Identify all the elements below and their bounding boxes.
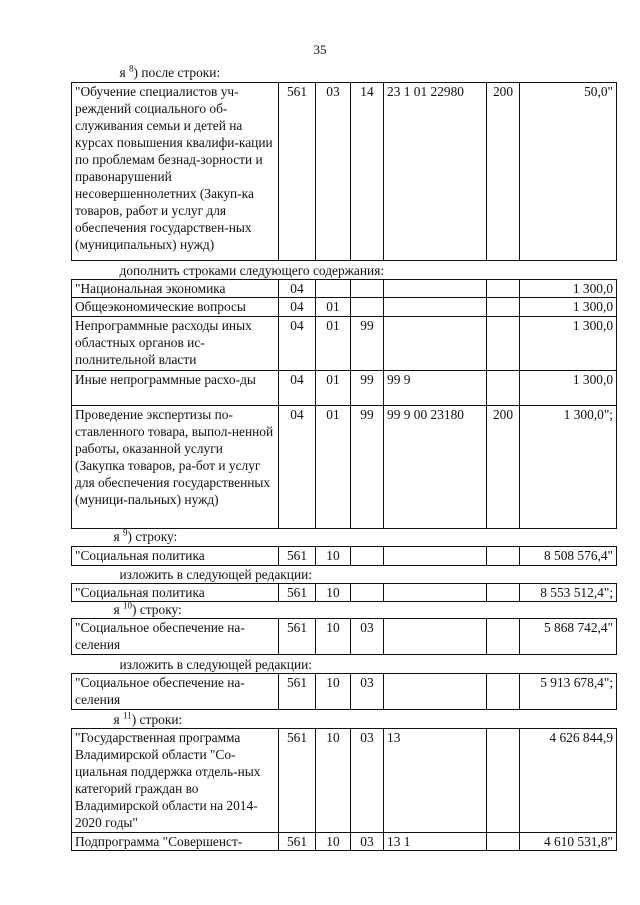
cell-subsection-code: 03 — [351, 674, 384, 710]
cell-subsection-code: 99 — [351, 317, 384, 371]
cell-amount: 4 610 531,8" — [520, 833, 617, 851]
table-row — [72, 371, 617, 406]
cell-section-code: 10 — [316, 619, 351, 655]
row-name: Иные непрограммные расхо-ды — [72, 371, 279, 406]
cell-ministry-code: 04 — [279, 317, 316, 371]
cell-amount: 1 300,0 — [520, 280, 617, 298]
cell-subsection-code — [351, 298, 384, 317]
instruction-text: ) строку: — [132, 602, 182, 617]
cell-expense-type — [487, 298, 520, 317]
cell-target-article: 99 9 00 23180 — [384, 406, 487, 529]
cell-expense-type — [487, 833, 520, 851]
instruction-text: ) после строки: — [133, 65, 221, 80]
instruction-prefix: я — [113, 529, 120, 544]
cell-expense-type — [487, 619, 520, 655]
instruction-prefix: я — [113, 712, 120, 727]
row-name: "Социальная политика — [72, 584, 279, 602]
cell-target-article — [384, 317, 487, 371]
page-number: 35 — [313, 42, 327, 57]
cell-section-code: 10 — [316, 729, 351, 833]
instruction-prefix: я — [113, 602, 120, 617]
table-row — [72, 298, 617, 317]
cell-ministry-code: 561 — [279, 833, 316, 851]
cell-amount: 5 913 678,4"; — [520, 674, 617, 710]
budget-table-section-7 — [71, 711, 617, 851]
cell-section-code: 10 — [316, 674, 351, 710]
table-row — [72, 833, 617, 851]
row-name: "Обучение специалистов уч-реждений социального об-служивания семьи и детей на курсах повышения квалифи-кации по проблемам безнад-зорности и правонарушений несовершеннолетних (Закуп-ка товаров, работ и услуг для обеспечения государствен-ных (муниципальных) нужд) — [72, 82, 279, 260]
cell-subsection-code — [351, 280, 384, 298]
cell-subsection-code: 03 — [351, 729, 384, 833]
cell-amount: 1 300,0"; — [520, 406, 617, 529]
row-name: "Социальное обеспечение на-селения — [72, 619, 279, 655]
cell-subsection-code: 99 — [351, 406, 384, 529]
instruction-text: дополнить строками следующего содержания: — [119, 263, 385, 278]
budget-table-section-3 — [71, 528, 617, 566]
cell-expense-type — [487, 546, 520, 565]
cell-section-code: 01 — [316, 371, 351, 406]
cell-target-article — [384, 546, 487, 565]
row-name: Общеэкономические вопросы — [72, 298, 279, 317]
cell-section-code: 10 — [316, 833, 351, 851]
cell-ministry-code: 561 — [279, 584, 316, 602]
cell-subsection-code: 03 — [351, 619, 384, 655]
row-name: Подпрограмма "Совершенст- — [72, 833, 279, 851]
cell-ministry-code: 04 — [279, 280, 316, 298]
table-row — [72, 546, 617, 565]
instruction-text: изложить в следующей редакции: — [119, 657, 313, 672]
cell-subsection-code: 14 — [351, 82, 384, 260]
row-name: Проведение экспертизы по-ставленного товара, выпол-ненной работы, оказанной услуги (Закупка товаров, ра-бот и услуг для обеспечения государственных (муници-пальных) нужд) — [72, 406, 279, 529]
instruction-text: ) строки: — [131, 712, 183, 727]
cell-expense-type — [487, 674, 520, 710]
instruction-footnote: 10 — [123, 601, 133, 611]
cell-ministry-code: 04 — [279, 371, 316, 406]
row-name: Непрограммные расходы иных областных органов ис-полнительной власти — [72, 317, 279, 371]
cell-ministry-code: 04 — [279, 406, 316, 529]
cell-section-code: 03 — [316, 82, 351, 260]
instruction-line — [72, 262, 617, 280]
instruction-text: изложить в следующей редакции: — [119, 567, 313, 582]
table-row — [72, 619, 617, 655]
row-name: "Государственная программа Владимирской области "Со-циальная поддержка отдель-ных категорий граждан во Владимирской области на 2014-2020 годы" — [72, 729, 279, 833]
cell-expense-type: 200 — [487, 82, 520, 260]
cell-amount: 1 300,0 — [520, 317, 617, 371]
cell-subsection-code — [351, 546, 384, 565]
cell-target-article — [384, 619, 487, 655]
table-row — [72, 317, 617, 371]
cell-target-article — [384, 280, 487, 298]
row-name: "Национальная экономика — [72, 280, 279, 298]
cell-section-code — [316, 280, 351, 298]
cell-ministry-code: 561 — [279, 729, 316, 833]
cell-ministry-code: 561 — [279, 674, 316, 710]
instruction-line — [72, 528, 617, 546]
instruction-footnote: 11 — [123, 711, 132, 721]
budget-table-section-2 — [71, 262, 617, 529]
cell-subsection-code: 03 — [351, 833, 384, 851]
instruction-footnote: 9 — [123, 528, 128, 538]
cell-subsection-code — [351, 584, 384, 602]
cell-ministry-code: 561 — [279, 546, 316, 565]
row-name: "Социальное обеспечение на-селения — [72, 674, 279, 710]
cell-expense-type: 200 — [487, 406, 520, 529]
cell-section-code: 01 — [316, 317, 351, 371]
cell-target-article — [384, 298, 487, 317]
instruction-line — [72, 566, 617, 584]
cell-section-code: 10 — [316, 546, 351, 565]
cell-target-article: 99 9 — [384, 371, 487, 406]
table-row — [72, 729, 617, 833]
budget-table-section-1 — [71, 64, 617, 261]
cell-expense-type — [487, 729, 520, 833]
cell-amount: 8 553 512,4"; — [520, 584, 617, 602]
cell-amount: 5 868 742,4" — [520, 619, 617, 655]
cell-ministry-code: 04 — [279, 298, 316, 317]
instruction-line — [72, 64, 617, 82]
instruction-footnote: 8 — [129, 64, 134, 74]
cell-section-code: 01 — [316, 406, 351, 529]
budget-table-section-5 — [71, 601, 617, 655]
cell-target-article: 13 — [384, 729, 487, 833]
cell-amount: 4 626 844,9 — [520, 729, 617, 833]
cell-amount: 1 300,0 — [520, 371, 617, 406]
cell-expense-type — [487, 371, 520, 406]
budget-table-section-6 — [71, 656, 617, 710]
cell-expense-type — [487, 280, 520, 298]
row-name: "Социальная политика — [72, 546, 279, 565]
table-row — [72, 584, 617, 602]
cell-target-article — [384, 674, 487, 710]
cell-amount: 50,0" — [520, 82, 617, 260]
cell-ministry-code: 561 — [279, 82, 316, 260]
instruction-line — [72, 656, 617, 674]
cell-ministry-code: 561 — [279, 619, 316, 655]
cell-amount: 1 300,0 — [520, 298, 617, 317]
budget-table-section-4 — [71, 566, 617, 602]
cell-target-article: 13 1 — [384, 833, 487, 851]
table-row — [72, 280, 617, 298]
cell-target-article — [384, 584, 487, 602]
cell-subsection-code: 99 — [351, 371, 384, 406]
cell-target-article: 23 1 01 22980 — [384, 82, 487, 260]
table-row — [72, 406, 617, 529]
cell-expense-type — [487, 584, 520, 602]
table-row — [72, 82, 617, 260]
instruction-line — [72, 711, 617, 729]
instruction-line — [72, 601, 617, 619]
instruction-text: ) строку: — [127, 529, 178, 544]
cell-section-code: 01 — [316, 298, 351, 317]
cell-amount: 8 508 576,4" — [520, 546, 617, 565]
table-row — [72, 674, 617, 710]
cell-expense-type — [487, 317, 520, 371]
instruction-prefix: я — [119, 65, 126, 80]
cell-section-code: 10 — [316, 584, 351, 602]
